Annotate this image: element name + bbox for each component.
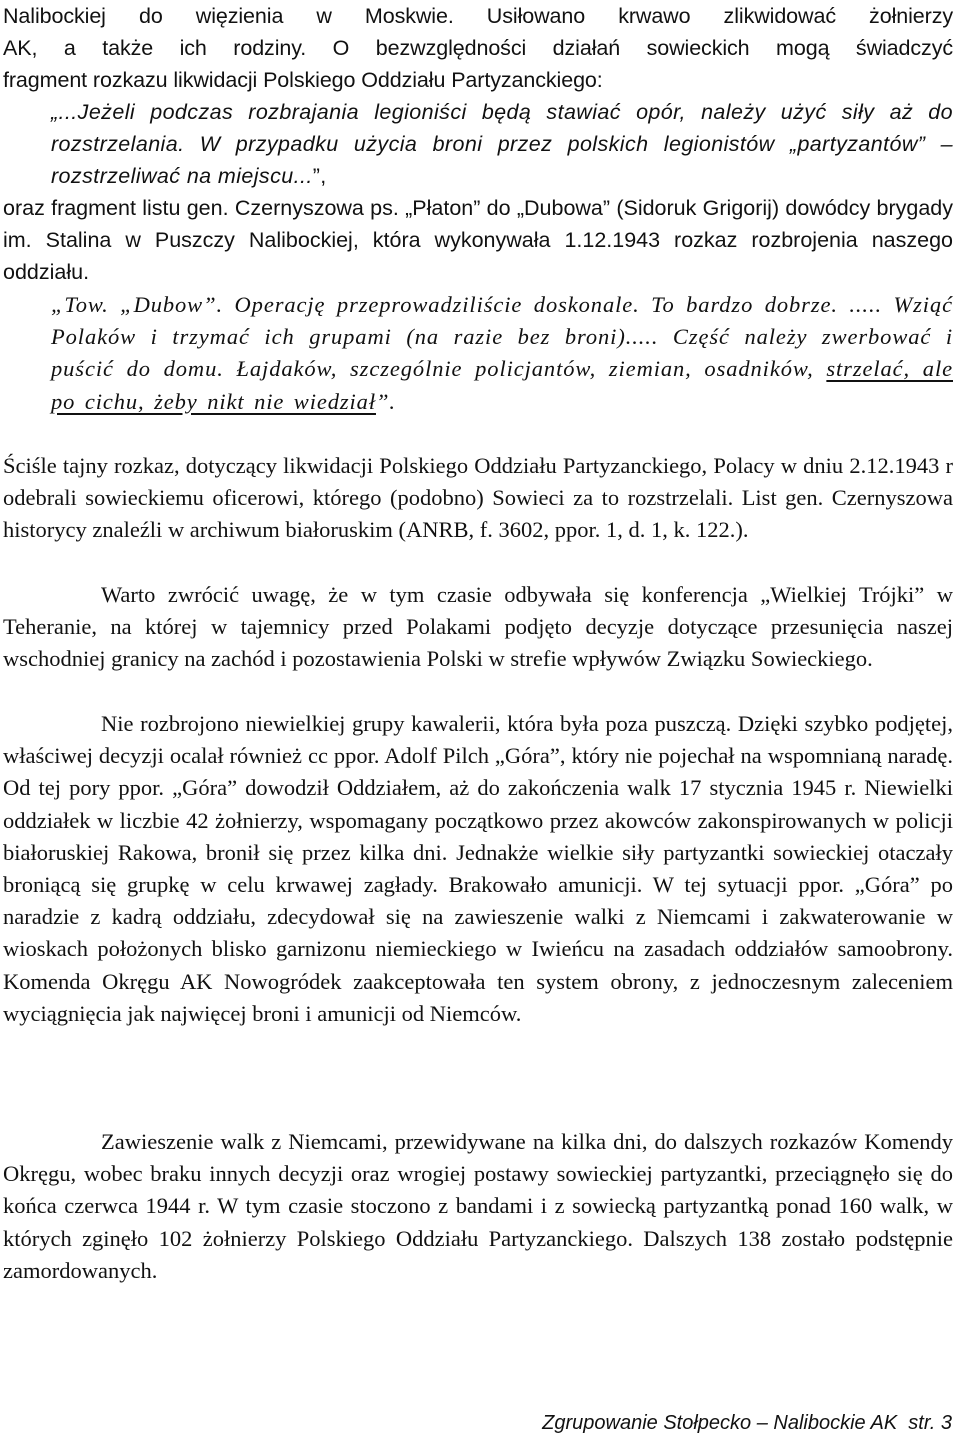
letter-quote-underlined: strzelać, ale po cichu, żeby nikt nie wiedział — [51, 356, 953, 414]
letter-intro-paragraph — [3, 192, 953, 289]
letter-intro-text: oraz fragment listu gen. Czernyszowa ps. „Płaton” do „Dubowa” (Sidoruk Grigorij) dowódcy brygady im. Stalina w Puszczy Nalibockiej, która wykonywała 1.12.1943 rozkaz rozbrojenia naszego oddziału. — [3, 196, 953, 285]
order-quote-text — [3, 96, 953, 193]
body-paragraph-text: Nie rozbrojono niewielkiej grupy kawalerii, która była poza puszczą. Dzięki szybko podjętej, właściwej decyzji ocalał również cc ppor. Adolf Pilch „Góra”, który nie pojechał na wspomnianą naradę. Od tej pory ppor. „Góra” dowodził Oddziałem, aż do zakończenia walk 17 stycznia 1945 r. Niewielki oddziałek w liczbie 42 żołnierzy, wspomagany początkowo przez akowców zakonspirowanych w policji białoruskiej Rakowa, bronił się przez kilka dni. Jednakże wielkie siły partyzantki sowieckiej otaczały broniącą się grupkę w celu krwawej zagłady. Brakowało amunicji. W tej sytuacji ppor. „Góra” po naradzie z kadrą oddziału, zdecydował się na zawieszenie walki z Niemcami i zakwaterowanie w wioskach położonych blisko garnizonu niemieckiego w Iwieńcu na zasadach oddziałów samoobrony. Komenda Okręgu AK Nowogródek zaakceptowała ten system obrony, z jednoczesnym zaleceniem wyciągnięcia jak najwięcej broni i amunicji od Niemców. — [3, 711, 953, 1026]
intro-line: fragment rozkazu likwidacji Polskiego Oddziału Partyzanckiego: — [3, 68, 603, 93]
order-quote-body: „...Jeżeli podczas rozbrajania legioniści będą stawiać opór, należy użyć siły aż do rozstrzelania. W przypadku użycia broni przez polskich legionistów „partyzantów” – rozstrzeliwać na miejscu... — [51, 100, 953, 189]
source-note-text: Ściśle tajny rozkaz, dotyczący likwidacji Polskiego Oddziału Partyzanckiego, Polacy w dniu 2.12.1943 r odebrali sowieckiemu oficerowi, którego (podobno) Sowieci za to rozstrzelali. List gen. Czernyszowa historycy znaleźli w archiwum białoruskim (ANRB, f. 3602, ppor. 1, d. 1, k. 122.). — [3, 453, 953, 543]
order-quote — [3, 96, 953, 193]
order-quote-tail: ”, — [312, 164, 327, 189]
body-paragraph — [3, 708, 953, 1030]
letter-quote-tail: ”. — [375, 388, 396, 414]
body-paragraph-text: Warto zwrócić uwagę, że w tym czasie odbywała się konferencja „Wielkiej Trójki” w Teheranie, na której w tajemnicy przed Polakami podjęto decyzje dotyczące przesunięcia naszej wschodniej granicy na zachód i pozostawienia Polski w strefie wpływów Związku Sowieckiego. — [3, 582, 953, 672]
letter-quote — [3, 289, 953, 418]
intro-line: Nalibockiej do więzienia w Moskwie. Usiłowano krwawo zlikwidować żołnierzy — [3, 4, 953, 28]
intro-paragraph — [3, 0, 953, 97]
intro-line: AK, a także ich rodziny. O bezwzględności działań sowieckich mogą świadczyć — [3, 36, 953, 61]
body-paragraph-text: Zawieszenie walk z Niemcami, przewidywane na kilka dni, do dalszych rozkazów Komendy Okręgu, wobec braku innych decyzji oraz wrogiej postawy sowieckiej partyzantki, przeciągnęło się do końca czerwca 1944 r. W tym czasie stoczono z bandami i z sowiecką partyzantką ponad 160 walk, w których zginęło 102 żołnierzy Polskiego Oddziału Partyzanckiego. Dalszych 138 zostało podstępnie zamordowanych. — [3, 1129, 953, 1283]
body-paragraph — [3, 1126, 953, 1287]
letter-quote-text — [3, 289, 953, 418]
body-paragraph — [3, 579, 953, 676]
source-note-paragraph — [3, 450, 953, 547]
letter-quote-body: „Tow. „Dubow”. Operację przeprowadziliście doskonale. To bardzo dobrze. ..... Wziąć Polaków i trzymać ich grupami (na razie bez broni)..... Część należy zwerbować i puścić do domu. Łajdaków, szczególnie policjantów, ziemian, osadników, — [51, 292, 953, 382]
page-footer — [542, 1410, 952, 1436]
footer-text: Zgrupowanie Stołpecko – Nalibockie AK str. 3 — [542, 1412, 952, 1434]
